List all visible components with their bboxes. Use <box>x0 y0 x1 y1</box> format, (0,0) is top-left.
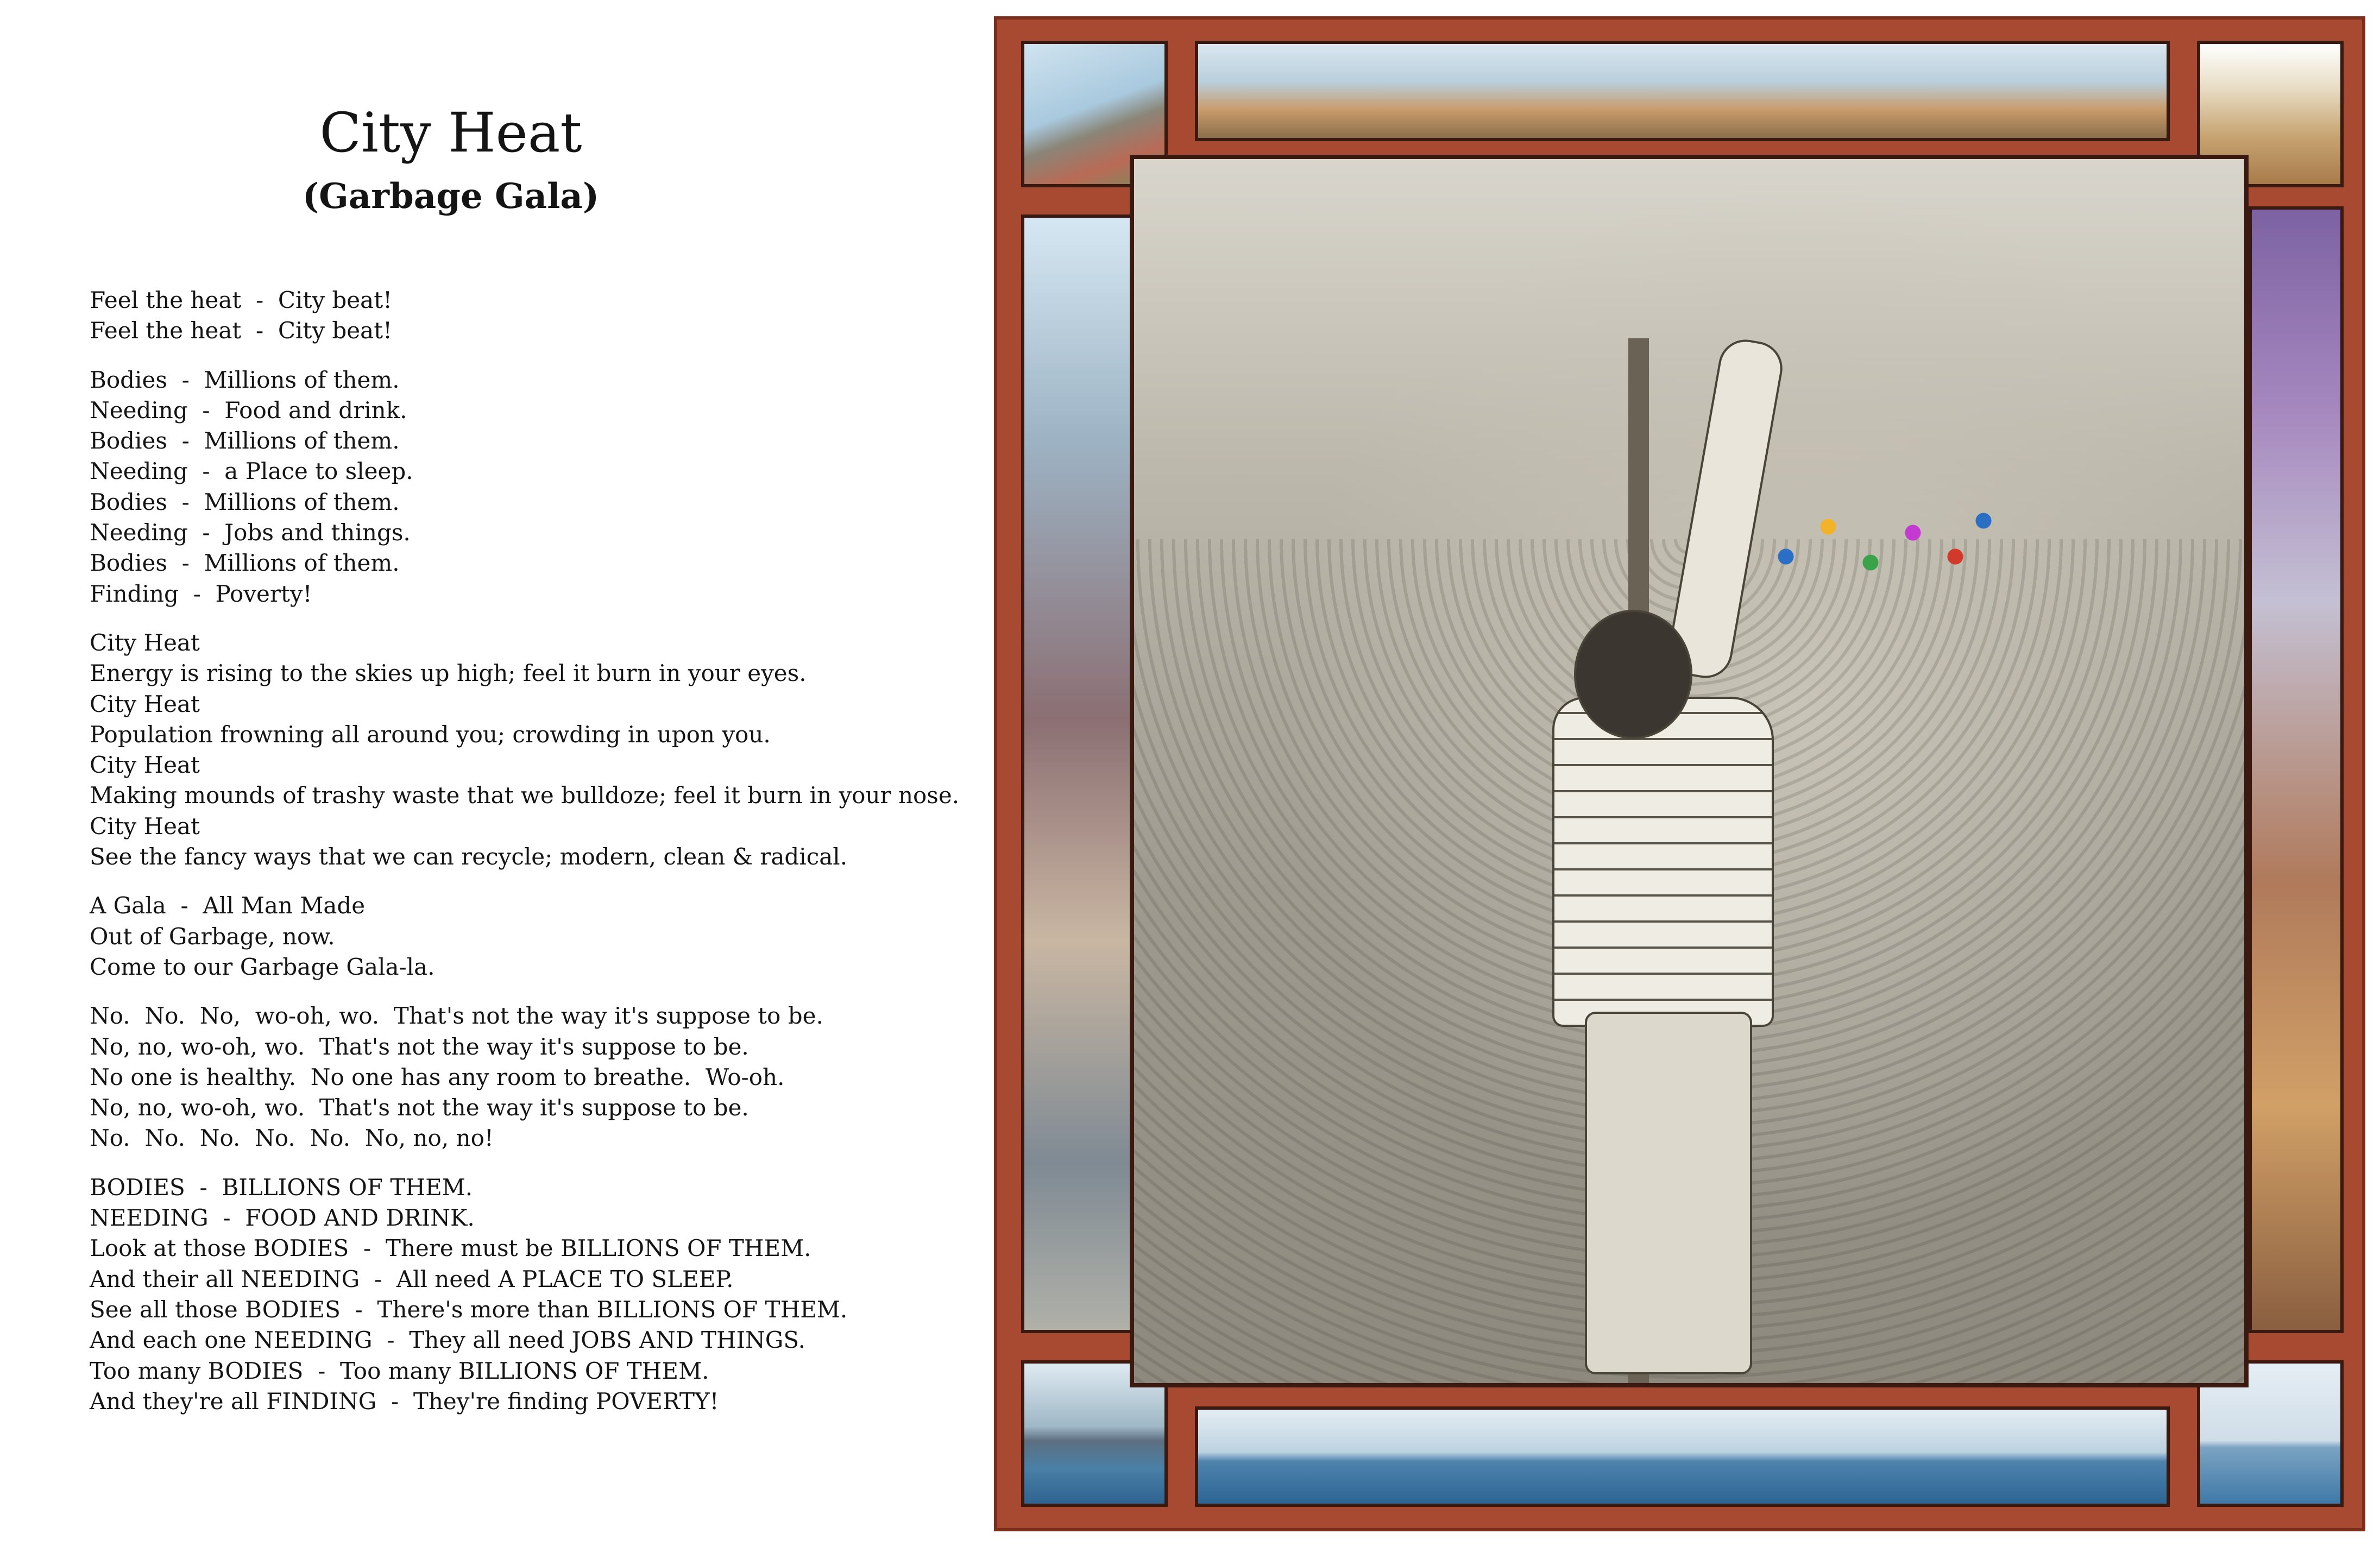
border-panel-bulldozers-landfill <box>1195 41 2170 141</box>
lyric-line: Look at those BODIES - There must be BILLIONS OF THEM. <box>90 1235 811 1262</box>
lyric-line: See the fancy ways that we can recycle; modern, clean & radical. <box>90 843 848 870</box>
lyrics-body <box>90 285 960 1435</box>
lyric-line: Bodies - Millions of them. <box>90 550 400 577</box>
lyric-line: And each one NEEDING - They all need JOBS AND THINGS. <box>90 1327 805 1354</box>
stanza <box>90 1001 948 1153</box>
lyric-line: No one is healthy. No one has any room to breathe. Wo-oh. <box>90 1063 785 1090</box>
figure-legs <box>1585 1012 1752 1374</box>
figure-raised-arm <box>1541 338 1824 1370</box>
lyric-line: Feel the heat - City beat! <box>90 287 392 313</box>
song-title: City Heat <box>319 101 582 165</box>
lyric-line: Out of Garbage, now. <box>90 923 335 950</box>
figure-torso <box>1552 697 1774 1027</box>
lyric-line: Energy is rising to the skies up high; feel it burn in your eyes. <box>90 660 807 687</box>
stanza <box>90 285 948 346</box>
lyric-line: See all those BODIES - There's more than BILLIONS OF THEM. <box>90 1296 848 1323</box>
lyric-line: BODIES - BILLIONS OF THEM. <box>90 1173 473 1201</box>
lyric-line: Needing - Food and drink. <box>90 396 407 424</box>
lyric-line: City Heat <box>90 752 200 779</box>
figure-head <box>1574 610 1692 739</box>
stanza <box>90 365 948 609</box>
lyric-line: Needing - a Place to sleep. <box>90 458 413 485</box>
stanza <box>90 891 948 982</box>
lyric-line: And they're all FINDING - They're finding POVERTY! <box>90 1387 719 1415</box>
border-panel-garbage-barge <box>1195 1406 2170 1507</box>
lyric-line: City Heat <box>90 812 200 840</box>
lyric-line: No. No. No. No. No. No, no, no! <box>90 1125 494 1152</box>
border-panel-slum-houses <box>2249 206 2344 1333</box>
lyric-line: Bodies - Millions of them. <box>90 366 400 393</box>
lyric-line: No, no, wo-oh, wo. That's not the way it's suppose to be. <box>90 1094 749 1121</box>
stanza <box>90 1172 948 1417</box>
song-subtitle: (Garbage Gala) <box>302 176 600 217</box>
lyric-line: Bodies - Millions of them. <box>90 427 400 455</box>
lyric-line: Making mounds of trashy waste that we bulldoze; feel it burn in your nose. <box>90 782 960 809</box>
lyric-line: Needing - Jobs and things. <box>90 519 411 546</box>
lyric-line: No, no, wo-oh, wo. That's not the way it's suppose to be. <box>90 1033 749 1060</box>
lyric-line: No. No. No, wo-oh, wo. That's not the way it's suppose to be. <box>90 1002 823 1030</box>
lyric-line: Population frowning all around you; crowding in upon you. <box>90 721 771 748</box>
lyrics-page <box>0 0 972 1546</box>
lyric-line: And their all NEEDING - All need A PLACE TO SLEEP. <box>90 1265 734 1292</box>
lyric-line: Feel the heat - City beat! <box>90 317 392 344</box>
lyric-line: City Heat <box>90 690 200 717</box>
lyric-line: Finding - Poverty! <box>90 580 312 607</box>
lyric-line: City Heat <box>90 629 200 656</box>
figure-arm <box>1664 336 1786 683</box>
lyric-line: Come to our Garbage Gala-la. <box>90 953 435 980</box>
lyric-line: NEEDING - FOOD AND DRINK. <box>90 1204 475 1232</box>
lyric-line: Too many BODIES - Too many BILLIONS OF THEM. <box>90 1357 709 1384</box>
main-illustration-crowd <box>1130 155 2249 1387</box>
lyric-line: A Gala - All Man Made <box>90 892 366 919</box>
lyric-line: Bodies - Millions of them. <box>90 488 400 515</box>
illustration-page <box>994 16 2365 1531</box>
stanza <box>90 628 960 872</box>
